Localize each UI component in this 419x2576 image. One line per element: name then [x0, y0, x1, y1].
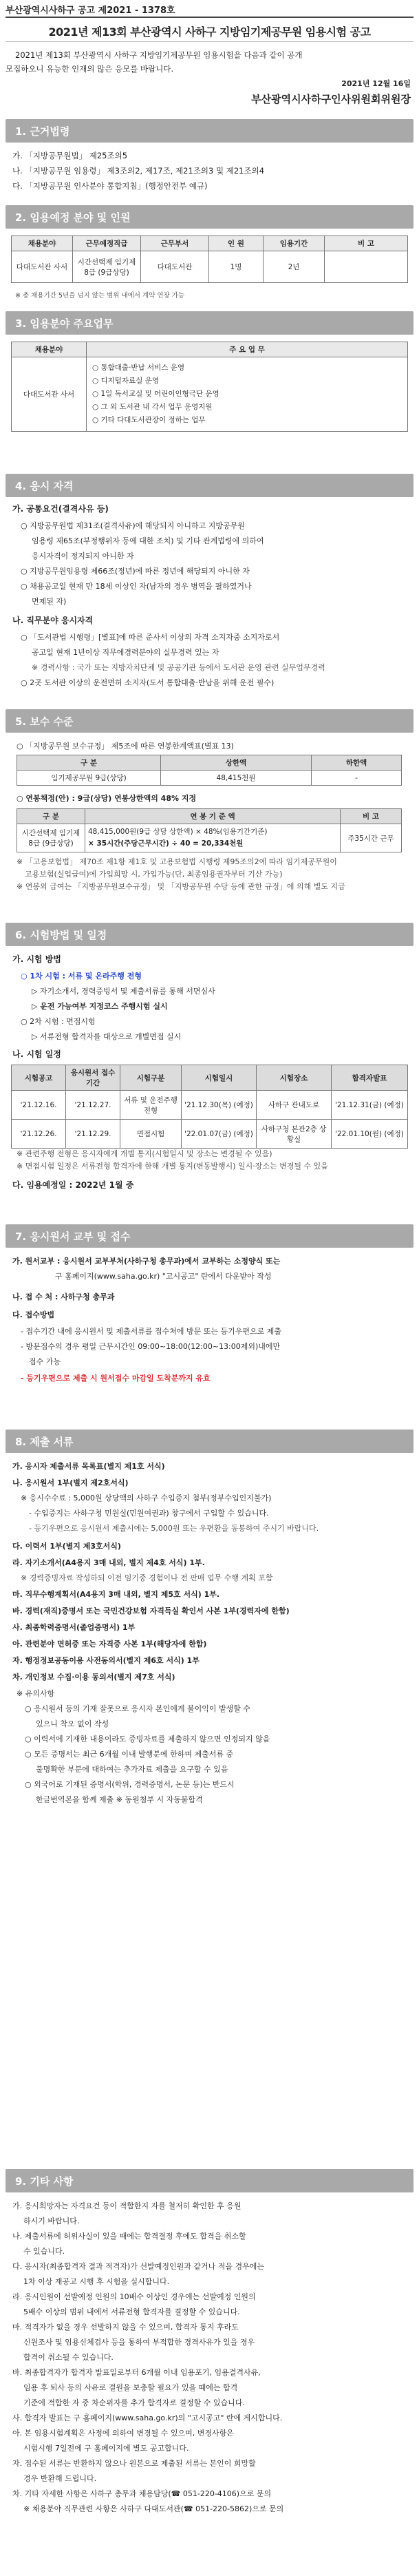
- exam-method-line: ○ 2차 시험 : 면접시험: [21, 1017, 96, 1026]
- duty-item: ○ 통합대출·반납 서비스 운영: [92, 364, 185, 372]
- table-header-cell: 근무부서: [141, 236, 209, 251]
- table-row: [12, 1091, 408, 1120]
- misc-line: 차. 기타 자세한 사항은 사하구 총무과 채용담당(☎ 051-220-4106)으로 문의: [12, 2489, 272, 2498]
- document-note: ※ 경력증빙자료 작성하되 이전 임기중 경험이나 전 판매 업무 수행 계획 포함: [21, 1573, 273, 1582]
- section-heading-eligibility: 4. 응시 자격: [6, 474, 413, 497]
- table-cell: '21.12.31(금) (예정): [332, 1091, 408, 1120]
- recruit-note: ※ 총 채용기간 5년을 넘지 않는 범위 내에서 계약 연장 가능: [15, 292, 185, 300]
- table-header-cell: 임용기간: [264, 236, 325, 251]
- intro-line-2: 모집하오니 유능한 인재의 많은 응모를 바랍니다.: [6, 64, 174, 74]
- table-row: [17, 771, 402, 786]
- misc-line: 임용 후 퇴사 등의 사유로 결원을 보충할 필요가 있을 때에는 합격: [23, 2383, 238, 2392]
- exam-method-1: ○ 1차 시험 : 서류 및 온라주행 전형: [21, 972, 142, 981]
- salary-calc-cell: [85, 824, 341, 852]
- document-fee-line: - 등기우편으로 응시원서 제출시에는 5,000원 또는 우편환을 동봉하여 주시기 바랍니다.: [29, 1524, 319, 1533]
- document-item: 나. 응시원서 1부(별지 제2호서식): [12, 1478, 129, 1487]
- section-heading-main-duties: 3. 임용분야 주요업무: [6, 311, 413, 335]
- application-method-line: - 방문접수의 경우 평일 근무시간인 09:00~18:00(12:00~13:00제외)내에만: [21, 1342, 281, 1351]
- salary-calc-line: 48,415,000원(9급 상당 상한액) × 48%(임용기간기준): [88, 828, 268, 836]
- misc-line: 경우 반환해 드립니다.: [23, 2474, 97, 2483]
- section-heading-application: 7. 응시원서 교부 및 접수: [6, 1224, 413, 1248]
- misc-line: 마. 적격자가 없을 경우 선발하지 않을 수 있으며, 합격자 통지 후라도: [12, 2323, 239, 2332]
- exam-method-line: ▷ 서류전형 합격자를 대상으로 개별면접 실시: [32, 1032, 182, 1041]
- table-cell: '21.12.26.: [12, 1120, 66, 1149]
- duties-cell: [87, 357, 408, 432]
- table-cell: 다대도서관: [141, 251, 209, 283]
- exam-note: ※ 면접시험 일정은 서류전형 합격자에 한해 개별 통지(변동발행시) 일시·장소는 변경될 수 있음: [17, 1162, 328, 1171]
- section-heading-recruit-field: 2. 임용예정 분야 및 인원: [6, 205, 413, 229]
- application-method-line: 접수 가능: [29, 1357, 61, 1366]
- legal-basis-item: 가. 「지방공무원법」 제25조의5: [12, 151, 128, 160]
- document-item: 아. 관련분야 면허증 또는 자격증 사본 1부(해당자에 한함): [12, 1640, 207, 1648]
- duty-item: ○ 기타 다대도서관장이 정하는 업무: [92, 416, 206, 424]
- table-cell: 48,415천원: [161, 771, 312, 786]
- table-cell: 사하구청 본관2층 상황실: [257, 1120, 332, 1149]
- salary-cap-table: [17, 755, 402, 786]
- document-caution-line: 있으니 착오 없이 작성: [36, 1719, 109, 1728]
- eligibility-line: ○ 「도서관법 시행령」[별표]에 따른 준사서 이상의 자격 소지자중 소지자로서: [21, 633, 280, 642]
- table-header-cell: 연 봉 기 준 액: [85, 809, 341, 824]
- table-cell: 임기제공무원 9급(상당): [17, 771, 161, 786]
- page-title: 2021년 제13회 부산광역시 사하구 지방임기제공무원 임용시험 공고: [48, 25, 371, 39]
- salary-note: ※ 「고용보험법」 제70조 제1항 제1호 및 고용보험법 시행령 제95조의2에 따라 임기제공무원이: [17, 857, 337, 866]
- table-cell: '21.12.27.: [66, 1091, 120, 1120]
- document-caution-line: ○ 외국어로 기재된 증명서(학위, 경력증명서, 논문 등)는 반드시: [25, 1780, 235, 1789]
- table-header-row: [12, 342, 408, 357]
- duty-item: ○ 1일 독서교실 및 어린이인형극단 운영: [92, 390, 219, 398]
- misc-line: 바. 최종합격자가 합격자 발표일로부터 6개월 이내 임용포기, 임용결격사유,: [12, 2368, 261, 2377]
- document-item: 사. 최종학력증명서(졸업증명서) 1부: [12, 1623, 136, 1632]
- document-item: 자. 행정정보공동이용 사전동의서(별지 제6호 서식) 1부: [12, 1656, 200, 1665]
- document-caution-line: ○ 이력서에 기재한 내용이라도 증빙자료를 제출하지 않으면 인정되지 않음: [25, 1735, 270, 1743]
- table-cell: '21.12.29.: [66, 1120, 120, 1149]
- announcement-date: 2021년 12월 16일: [341, 79, 411, 88]
- table-cell: 서류 및 운전주행 전형: [120, 1091, 182, 1120]
- salary-note: 고용보험(실업급여)에 가입희망 시, 가입가능(단, 최종임용권자부터 기산 가능): [25, 870, 283, 879]
- table-cell: 2년: [264, 251, 325, 283]
- eligibility-line: ○ 지방공무원법 제31조(결격사유)에 해당되지 아니하고 지방공무원: [21, 521, 245, 530]
- application-form-line: 구 홈페이지(www.saha.go.kr) "고시공고" 란에서 다운받아 작성: [55, 1272, 272, 1281]
- exam-method-line: [21, 970, 142, 983]
- table-header-row: [17, 809, 402, 824]
- table-header-row: [12, 236, 408, 251]
- misc-line: 시험시행 7일전에 구 홈페이지에 별도 공고합니다.: [23, 2444, 189, 2453]
- table-cell: '21.12.16.: [12, 1091, 66, 1120]
- table-row: [17, 824, 402, 852]
- table-cell: 다대도서관 사서: [12, 357, 87, 432]
- salary-offer: ○ 연봉책정(안) : 9급(상당) 연봉상한액의 48% 지정: [17, 794, 197, 803]
- table-row: [12, 357, 408, 432]
- document-caution-line: 한글번역본을 함께 제출 ※ 동원첨부 시 자동불합격: [36, 1795, 203, 1804]
- title-divider: [6, 41, 413, 42]
- misc-line: ※ 채용분야 직무관련 사항은 사하구 다대도서관(☎ 051-220-5862)으로 문의: [23, 2504, 284, 2513]
- section-heading-documents: 8. 제출 서류: [6, 1430, 413, 1453]
- eligibility-line: ○ 2곳 도서관 이상의 운전면허 소지자(도서 통합대출·반납을 위해 운전 필수): [21, 678, 275, 687]
- document-item: 다. 이력서 1부(별지 제3호서식): [12, 1542, 121, 1551]
- application-method-line: - 접수기간 내에 응시원서 및 제출서류를 접수처에 방문 또는 등기우편으로 제출: [21, 1327, 281, 1336]
- misc-line: 기준에 적합한 자 중 차순위자를 추가 합격자로 결정할 수 있습니다.: [23, 2398, 245, 2407]
- eligibility-line: ○ 지방공무원임용령 제66조(정년)에 따른 정년에 해당되지 아니한 자: [21, 567, 250, 576]
- table-header-row: [17, 755, 402, 771]
- section-heading-exam: 6. 시험방법 및 일정: [6, 923, 413, 946]
- exam-method-line: ▷ 자기소개서, 경력증빙서 및 제출서류를 통해 서면심사: [32, 987, 215, 996]
- eligibility-line: 응시자격이 정지되지 아니한 자: [32, 552, 134, 561]
- document-item: 마. 직무수행계획서(A4용지 3매 내외, 별지 제5호 서식) 1부.: [12, 1590, 220, 1599]
- eligibility-note: ※ 경력사항 : 국가 또는 지방자치단체 및 공공기관 등에서 도서관 운영 관련 실무업무경력: [32, 663, 325, 672]
- table-header-cell: 합격자발표: [332, 1065, 408, 1091]
- issuer-name: 부산광역시사하구인사위원회위원장: [251, 93, 411, 105]
- table-header-cell: 시험구분: [120, 1065, 182, 1091]
- exam-method-title: 가. 시험 방법: [12, 954, 61, 964]
- document-caution-line: 불명확한 부분에 대하여는 추가자료 제출을 요구할 수 있음: [36, 1765, 228, 1774]
- exam-schedule-table: [11, 1065, 408, 1149]
- misc-line: 자. 접수된 서류는 반환하지 않으나 원본으로 제출된 서류는 본인이 희망할: [12, 2459, 256, 2468]
- table-header-cell: 구 분: [17, 755, 161, 771]
- misc-line: 1차 이상 재공고 시행 후 시험을 실시합니다.: [23, 2277, 170, 2286]
- table-header-cell: 시험장소: [257, 1065, 332, 1091]
- table-cell: [325, 251, 408, 283]
- table-cell: 다대도서관 사서: [12, 251, 73, 283]
- misc-line: 신원조사 및 임용신체검사 등을 통하여 부적합한 경격사유가 있을 경우: [23, 2338, 255, 2347]
- table-cell: 시간선택제 임기제8급 (9급상당): [73, 251, 141, 283]
- salary-calc-line: × 35시간(주당근무시간) ÷ 40 = 20,334천원: [88, 839, 244, 848]
- table-cell: '22.01.10(월) (예정): [332, 1120, 408, 1149]
- exam-method-line: ▷ 운전 가능여부 지정코스 주행시험 실시: [32, 1002, 168, 1011]
- recruit-field-table: [11, 235, 408, 283]
- table-header-cell: 시험공고: [12, 1065, 66, 1091]
- table-cell: '22.01.07(금) (예정): [182, 1120, 257, 1149]
- misc-line: 다. 응시자(최종합격자 결과 적격자)가 선발예정인원과 같거나 적을 경우에는: [12, 2262, 264, 2271]
- section-heading-misc: 9. 기타 사항: [6, 2169, 413, 2192]
- table-header-row: [12, 1065, 408, 1091]
- table-header-cell: 구 분: [17, 809, 85, 824]
- table-row: [12, 1120, 408, 1149]
- misc-line: 수 있습니다.: [23, 2247, 65, 2256]
- eligibility-field-title: 나. 직무분야 응시자격: [12, 616, 94, 625]
- misc-line: 사. 합격자 발표는 구 홈페이지(www.saha.go.kr)의 "고시공고" 란에 게시합니다.: [12, 2413, 283, 2422]
- document-item: 가. 응시자 제출서류 목록표(별지 제1호 서식): [12, 1462, 165, 1471]
- table-header-cell: 근무예정직급: [73, 236, 141, 251]
- table-header-cell: 인 원: [209, 236, 264, 251]
- table-cell: 주35시간 근무: [341, 824, 402, 852]
- document-item: 차. 개인정보 수집·이용 동의서(별지 제7호 서식): [12, 1673, 175, 1682]
- table-cell: 면접시험: [120, 1120, 182, 1149]
- table-cell: 1명: [209, 251, 264, 283]
- application-form-title: 가. 원서교부 : 응시원서 교부부처(사하구청 총무과)에서 교부하는 소정양식 또는: [12, 1257, 281, 1266]
- eligibility-common-title: 가. 공통요건(결격사유 등): [12, 504, 109, 514]
- misc-line: 5배수 이상의 범위 내에서 서류전형 합격자를 결정할 수 있습니다.: [23, 2307, 240, 2316]
- misc-line: 가. 응시희망자는 자격요건 등이 적합한지 자를 철저히 확인한 후 응원: [12, 2201, 241, 2210]
- document-item: 라. 자기소개서(A4용지 3매 내외, 별지 제4호 서식) 1부.: [12, 1558, 205, 1567]
- misc-line: 아. 본 임용시험계획은 사정에 의하여 변경될 수 있으며, 변경사항은: [12, 2429, 234, 2438]
- misc-line: 나. 제출서류에 허위사실이 있을 때에는 합격결정 후에도 합격을 취소할: [12, 2232, 246, 2241]
- eligibility-line: 공고일 현재 1년이상 직무에경력분야의 실무경력 있는 자: [32, 648, 219, 657]
- top-divider: [6, 17, 413, 18]
- document-caution-line: ○ 응시원서 등의 기재 잘못으로 응시자 본인에게 불이익이 발생할 수: [25, 1704, 250, 1713]
- misc-line: 라. 응시인원이 선발예정 인원의 10배수 이상인 경우에는 선발예정 인원의: [12, 2292, 256, 2301]
- application-office: 나. 접 수 처 : 사하구청 총무과: [12, 1292, 115, 1301]
- document-caution-title: ※ 유의사항: [17, 1689, 55, 1698]
- table-row: [12, 251, 408, 283]
- table-cell: 시간선택제 임기제8급 (9급상당): [17, 824, 85, 852]
- exam-schedule-title: 나. 시험 일정: [12, 1049, 61, 1059]
- eligibility-line: ○ 채용공고일 현재 만 18세 이상인 자(남자의 경우 병역을 필하였거나: [21, 582, 252, 591]
- table-header-cell: 주 요 업 무: [87, 342, 408, 357]
- announcement-number: 부산광역시사하구 공고 제2021 - 1378호: [6, 6, 175, 16]
- table-header-cell: 채용분야: [12, 236, 73, 251]
- salary-note: ※ 연봉외 급여는 「지방공무원보수규정」 및 「지방공무원 수당 등에 관한 규정」에 의해 별도 지급: [17, 882, 345, 891]
- eligibility-line: 면제된 자): [32, 597, 67, 606]
- section-heading-legal-basis: 1. 근거법령: [6, 119, 413, 143]
- legal-basis-item: 나. 「지방공무원 임용령」 제3조의2, 제17조, 제21조의3 및 제21조의4: [12, 166, 265, 176]
- duties-table: [11, 342, 408, 432]
- application-deadline-note: - 등기우편으로 제출 시 원서접수 마감일 도착분까지 유효: [21, 1374, 211, 1383]
- table-header-cell: 비 고: [325, 236, 408, 251]
- legal-basis-item: 다. 「지방공무원 인사분야 통합지침」(행정안전부 예규): [12, 181, 208, 191]
- eligibility-line: 임용령 제65조(부정행위자 등에 대한 조치) 및 기타 관계법령에 의하여: [32, 536, 264, 545]
- exam-note: ※ 관련주행 전형은 응시자에게 개별 통지(시험일시 및 장소는 변경될 수 있음): [17, 1149, 272, 1158]
- document-fee-line: ※ 응시수수료 : 5,000원 상당액의 사하구 수입증지 첨부(정부수입인지불가): [21, 1494, 272, 1502]
- salary-calc-table: [17, 808, 402, 852]
- document-fee-line: - 수입증지는 사하구청 민원실(민원여권과) 창구에서 구입할 수 있습니다.: [29, 1509, 269, 1518]
- misc-line: 합격이 취소될 수 있습니다.: [23, 2353, 114, 2362]
- table-header-cell: 상한액: [161, 755, 312, 771]
- appointment-date: 다. 임용예정일 : 2022년 1월 중: [12, 1180, 134, 1190]
- salary-basis: ○ 「지방공무원 보수규정」 제5조에 따른 연봉한계액표(별표 13): [17, 742, 234, 751]
- table-header-cell: 비 고: [341, 809, 402, 824]
- table-header-cell: 채용분야: [12, 342, 87, 357]
- duty-item: ○ 그 외 도서관 내 각서 업무 운영지원: [92, 403, 213, 411]
- duty-item: ○ 디지털자료실 운영: [92, 377, 159, 385]
- table-cell: 사하구 관내도로: [257, 1091, 332, 1120]
- table-header-cell: 하한액: [312, 755, 402, 771]
- table-header-cell: 응시원서 접수기간: [66, 1065, 120, 1091]
- application-method-title: 다. 접수방법: [12, 1310, 55, 1319]
- table-cell: -: [312, 771, 402, 786]
- document-caution-line: ○ 모든 증명서는 최근 6개월 이내 발행분에 한하며 제출서류 중: [25, 1750, 234, 1759]
- section-heading-salary: 5. 보수 수준: [6, 709, 413, 733]
- misc-line: 하시기 바랍니다.: [23, 2217, 80, 2226]
- document-item: 바. 경력(재직)증명서 또는 국민건강보험 자격득실 확인서 사본 1부(경력자에 한함): [12, 1606, 290, 1615]
- table-cell: '21.12.30(목) (예정): [182, 1091, 257, 1120]
- table-header-cell: 시험일시: [182, 1065, 257, 1091]
- intro-line-1: 2021년 제13회 부산광역시 사하구 지방임기제공무원 임용시험을 다음과 같이 공개: [15, 50, 303, 60]
